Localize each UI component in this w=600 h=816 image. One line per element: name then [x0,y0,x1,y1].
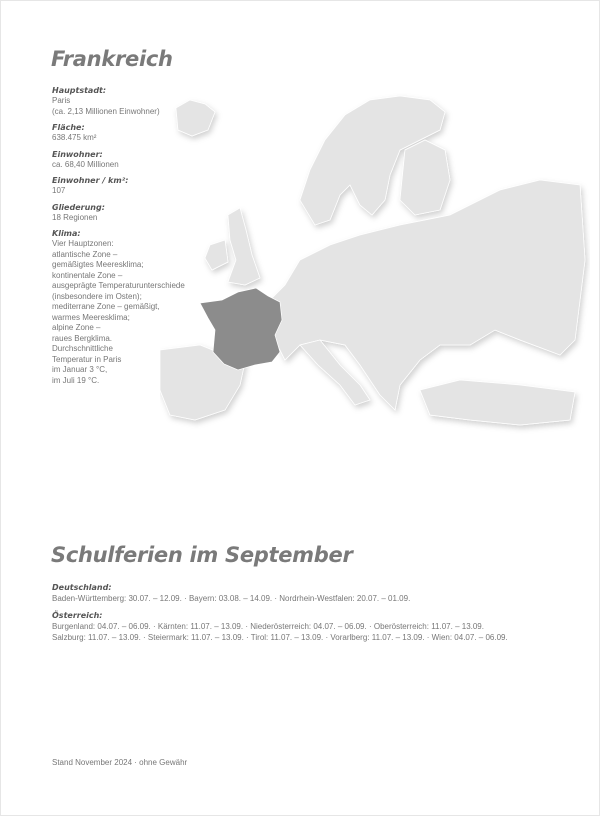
climate-line: im Januar 3 °C, [52,365,108,374]
fact-value: (ca. 2,13 Millionen Einwohner) [52,106,160,116]
land-masses [160,96,585,425]
holiday-dates: Baden-Württemberg: 30.07. – 12.09. · Bayern: 03.08. – 14.09. · Nordrhein-Westfalen: 20.07. – 01.09. [52,594,411,603]
ireland-shape [205,240,228,270]
holidays-list [52,583,572,644]
climate-line: im Juli 19 °C. [52,375,100,385]
fact-label: Hauptstadt: [52,86,107,95]
fact-label: Fläche: [52,123,85,132]
fact-value: ca. 68,40 Millionen [52,159,119,169]
europe-map [160,90,590,440]
holiday-country-label: Deutschland: [52,583,112,592]
fact-label: Einwohner / km²: [52,176,129,185]
climate-line: atlantische Zone – [52,249,118,259]
climate-line: (insbesondere im Osten); [52,291,142,301]
britain-shape [228,208,260,285]
fact-value: Paris [52,96,71,105]
climate-line: gemäßigtes Meeresklima; [52,260,144,269]
holiday-dates: Burgenland: 04.07. – 06.09. · Kärnten: 11.07. – 13.09. · Niederösterreich: 04.07. – 06.09. · Oberösterreich: 11.07. – 13.09. [52,621,484,631]
fact-value: 18 Regionen [52,212,98,222]
climate-line: raues Bergklima. [52,333,113,343]
fact-value: 107 [52,186,66,195]
climate-line: Temperatur in Paris [52,354,122,364]
climate-line: kontinentale Zone – [52,270,123,280]
climate-line: Durchschnittliche [52,344,113,353]
climate-line: ausgeprägte Temperaturunterschiede [52,281,185,290]
holidays-title: Schulferien im September [51,543,353,567]
fact-value: 638.475 km² [52,133,97,142]
climate-line: alpine Zone – [52,323,101,332]
fact-label: Einwohner: [52,149,103,159]
iceland-shape [176,100,215,136]
climate-line: Vier Hauptzonen: [52,239,114,248]
page-title: Frankreich [51,47,173,71]
holiday-dates: Salzburg: 11.07. – 13.09. · Steiermark: 11.07. – 13.09. · Tirol: 11.07. – 13.09. · Vorarlberg: 11.07. – 13.09. · Wien: 04.07. – 06.09. [52,633,508,642]
climate-line: warmes Meeresklima; [52,312,130,322]
fact-label: Klima: [52,229,81,238]
footer-note: Stand November 2024 · ohne Gewähr [52,758,188,767]
turkey-shape [420,380,575,425]
holiday-country-label: Österreich: [52,610,103,620]
finland-shape [400,140,450,215]
climate-line: mediterrane Zone – gemäßigt, [52,302,160,311]
fact-label: Gliederung: [52,202,105,212]
